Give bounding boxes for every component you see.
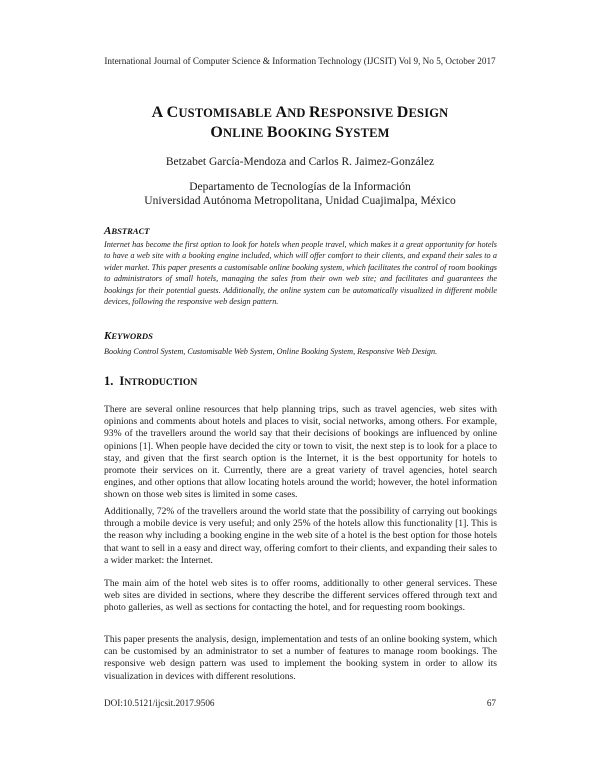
journal-header: International Journal of Computer Science & Information Technology (IJCSIT) Vol 9, No 5, October 2017 (104, 56, 496, 66)
affiliation-university: Universidad Autónoma Metropolitana, Unidad Cuajimalpa, México (144, 195, 456, 207)
intro-paragraph-3: The main aim of the hotel web sites is to offer rooms, additionally to other general services. These web sites are divided in sections, where they describe the different services offered through text and photo galleries, as well as sections for contacting the hotel, and for requesting room bookings. (104, 578, 497, 614)
intro-paragraph-1: There are several online resources that help planning trips, such as travel agencies, web sites with opinions and comments about hotels and places to visit, social networks, among others. For example, 93% of the travellers around the world say that their decisions of bookings are influenced by online opinions [1]. When people have decided the city or town to visit, the next step is to look for a place to stay, and given that the first search option is the Internet, it is the best opportunity for hotels to promote their services on it. Currently, there are a great variety of travel agencies, hotel search engines, and other options that allow locating hotels around the world; however, the hotel information shown on those web sites is limited in some cases. (104, 404, 497, 501)
intro-paragraph-4: This paper presents the analysis, design, implementation and tests of an online booking system, which can be customised by an administrator to set a number of features to manage room bookings. The responsive web design pattern was used to implement the booking system in order to allow its visualization in devices with different resolutions. (104, 634, 497, 682)
footer-doi: DOI:10.5121/ijcsit.2017.9506 (104, 698, 215, 708)
abstract-heading: ABSTRACT (104, 225, 150, 237)
authors: Betzabet García-Mendoza and Carlos R. Jaimez-González (165, 156, 435, 168)
paper-title-line-1: A CUSTOMISABLE AND RESPONSIVE DESIGN (151, 104, 449, 121)
footer-page-number: 67 (486, 698, 496, 708)
keywords-text: Booking Control System, Customisable Web System, Online Booking System, Responsive Web Design. (104, 347, 438, 356)
introduction-heading: 1. INTRODUCTION (104, 374, 198, 388)
keywords-heading: KEYWORDS (104, 330, 153, 342)
intro-paragraph-2: Additionally, 72% of the travellers around the world state that the possibility of carrying out bookings through a mobile device is very useful; and only 25% of the hotels allow this functionality [1]. This is the reason why including a booking engine in the web site of a hotel is the best option for those hotels that want to sell in a easy and direct way, offering comfort to their clients, and expanding their sales to a wider market: the Internet. (104, 506, 497, 566)
affiliation-department: Departamento de Tecnologías de la Información (189, 181, 411, 193)
abstract-text: Internet has become the first option to look for hotels when people travel, which makes it a great opportunity for hotels to have a web site with a booking engine included, which will offer comfort to their clients, and expand their sales to a wider market. This paper presents a customisable online booking system, which facilitates the control of room bookings to administrators of small hotels, managing the sales from their own web site; and facilitates and guarantees the bookings for their potential guests. Additionally, the online system can be automatically visualized in different mobile devices, following the responsive web design pattern. (104, 240, 497, 307)
paper-title-line-2: ONLINE BOOKING SYSTEM (210, 124, 390, 141)
